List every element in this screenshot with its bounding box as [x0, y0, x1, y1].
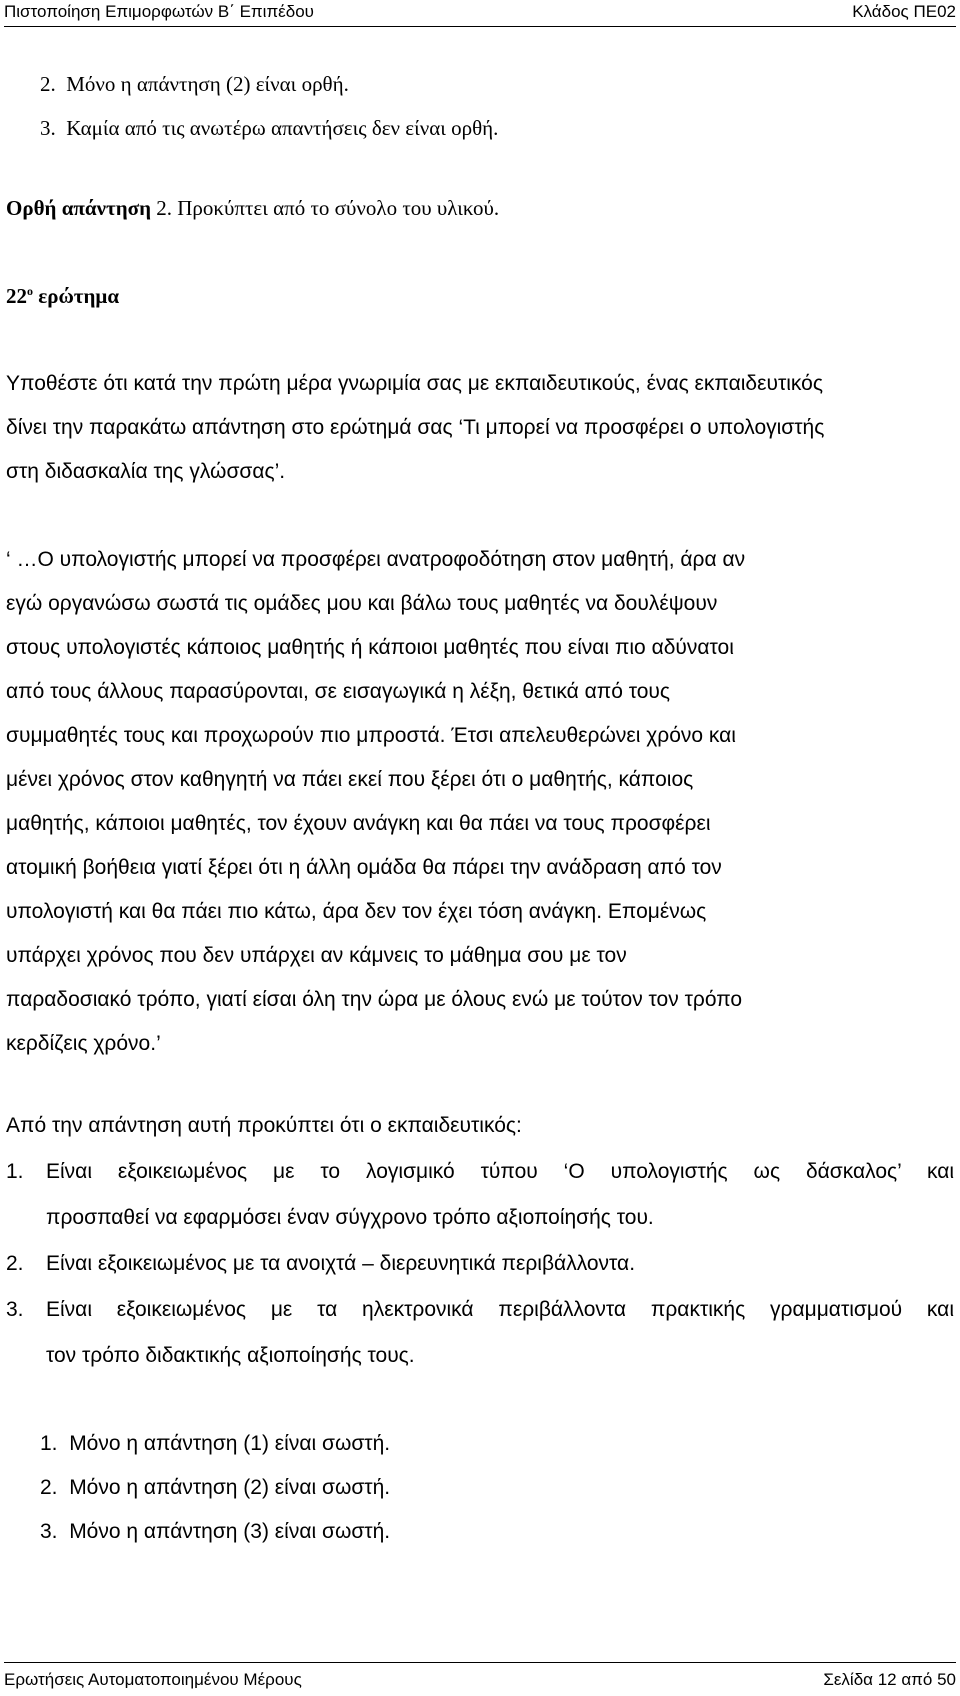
correct-answer-label: Ορθή απάντηση: [6, 196, 151, 220]
quote-line-11: παραδοσιακό τρόπο, γιατί είσαι όλη την ώρα με όλους ενώ με τούτον τον τρόπο: [6, 988, 743, 1011]
page-footer: [4, 1662, 956, 1693]
statement-2-line-1: Είναι εξοικειωμένος με τα ανοιχτά – διερευνητικά περιβάλλοντα.: [46, 1252, 636, 1275]
quote-line-5: συμμαθητές τους και προχωρούν πιο μπροστά. Έτσι απελευθερώνει χρόνο και: [6, 724, 736, 747]
statement-2-num: 2.: [6, 1252, 24, 1275]
quote-line-10: υπάρχει χρόνος που δεν υπάρχει αν κάμνεις το μάθημα σου με τον: [6, 944, 627, 967]
statement-1-line-1: Είναι εξοικειωμένος με το λογισμικό τύπου ‘Ο υπολογιστής ως δάσκαλος’ και: [46, 1160, 954, 1183]
option-3: 3. Μόνο η απάντηση (3) είναι σωστή.: [40, 1520, 391, 1543]
quote-line-2: εγώ οργανώσω σωστά τις ομάδες μου και βάλω τους μαθητές να δουλέψουν: [6, 592, 718, 615]
header-branch: Κλάδος ΠΕ02: [852, 2, 956, 21]
quote-line-12: κερδίζεις χρόνο.’: [6, 1032, 161, 1055]
statement-1-line-2: προσπαθεί να εφαρμόσει έναν σύγχρονο τρόπο αξιοποίησής του.: [46, 1206, 654, 1229]
quote-line-7: μαθητής, κάποιοι μαθητές, τον έχουν ανάγκη και θα πάει να τους προσφέρει: [6, 812, 711, 835]
page-number: Σελίδα 12 από 50: [823, 1670, 956, 1689]
quote-line-4: από τους άλλους παρασύρονται, σε εισαγωγικά η λέξη, θετικά από τους: [6, 680, 671, 703]
footer-title: Ερωτήσεις Αυτοματοποιημένου Μέρους: [4, 1670, 302, 1689]
statement-3-line-1: Είναι εξοικειωμένος με τα ηλεκτρονικά περιβάλλοντα πρακτικής γραμματισμού και: [46, 1298, 954, 1321]
intro-line-3: στη διδασκαλία της γλώσσας’.: [6, 460, 286, 483]
intro-line-1: Υποθέστε ότι κατά την πρώτη μέρα γνωριμία σας με εκπαιδευτικούς, ένας εκπαιδευτικός: [6, 372, 823, 395]
question-lead: Από την απάντηση αυτή προκύπτει ότι ο εκπαιδευτικός:: [6, 1114, 522, 1137]
prev-option-2: 2. Μόνο η απάντηση (2) είναι ορθή.: [40, 72, 349, 96]
question-title: $22^o$ ερώτημα: [6, 284, 120, 308]
correct-answer: [6, 196, 499, 221]
statement-1-num: 1.: [6, 1160, 24, 1183]
prev-option-3: 3. Καμία από τις ανωτέρω απαντήσεις δεν είναι ορθή.: [40, 116, 499, 140]
option-1: 1. Μόνο η απάντηση (1) είναι σωστή.: [40, 1432, 391, 1455]
quote-line-9: υπολογιστή και θα πάει πιο κάτω, άρα δεν τον έχει τόση ανάγκη. Επομένως: [6, 900, 707, 923]
correct-answer-text: 2. Προκύπτει από το σύνολο του υλικού.: [156, 196, 500, 220]
intro-line-2: δίνει την παρακάτω απάντηση στο ερώτημά σας ‘Τι μπορεί να προσφέρει ο υπολογιστής: [6, 416, 825, 439]
quote-line-1: ‘ …Ο υπολογιστής μπορεί να προσφέρει ανατροφοδότηση στον μαθητή, άρα αν: [6, 548, 746, 571]
quote-line-6: μένει χρόνος στον καθηγητή να πάει εκεί που ξέρει ότι ο μαθητής, κάποιος: [6, 768, 694, 791]
option-2: 2. Μόνο η απάντηση (2) είναι σωστή.: [40, 1476, 391, 1499]
header-title: Πιστοποίηση Επιμορφωτών Β΄ Επιπέδου: [4, 2, 314, 21]
statement-3-num: 3.: [6, 1298, 24, 1321]
statement-3-line-2: τον τρόπο διδακτικής αξιοποίησής τους.: [46, 1344, 415, 1367]
quote-line-3: στους υπολογιστές κάποιος μαθητής ή κάποιοι μαθητές που είναι πιο αδύνατοι: [6, 636, 734, 659]
page-header: [4, 0, 956, 27]
quote-line-8: ατομική βοήθεια γιατί ξέρει ότι η άλλη ομάδα θα πάρει την ανάδραση από τον: [6, 856, 722, 879]
